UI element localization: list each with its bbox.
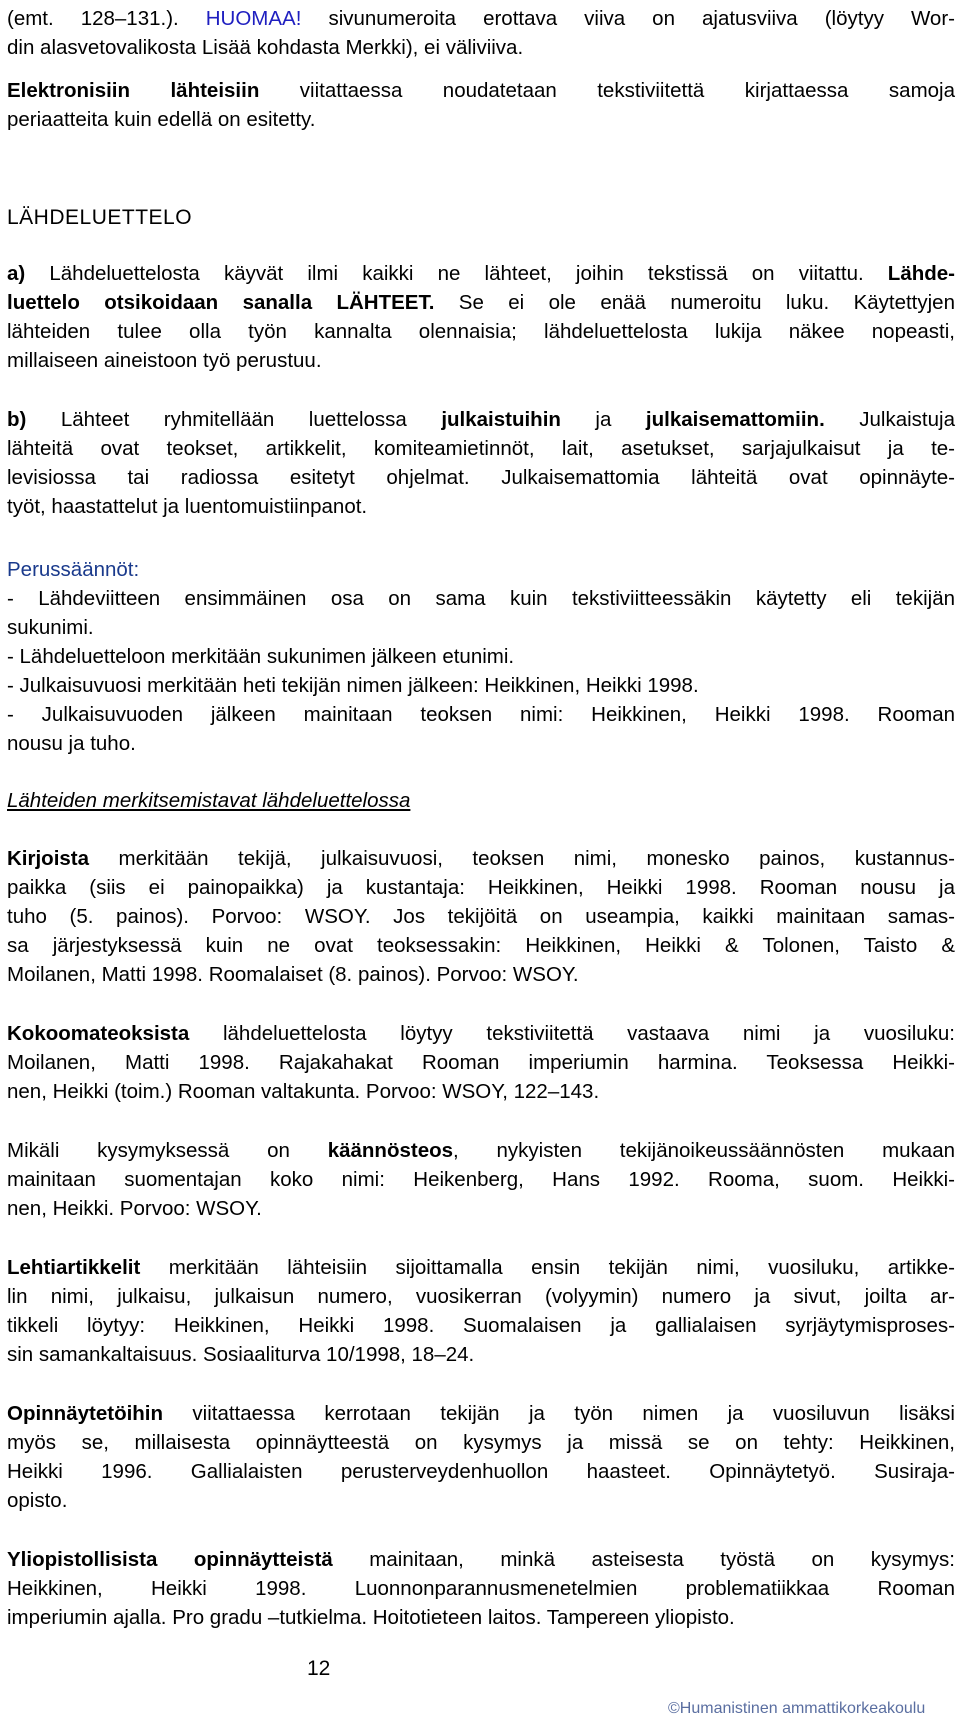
intro-text: sivunumeroita erottava viiva on ajatusviiva (löytyy Wor- bbox=[301, 7, 955, 30]
anthologies-term: Kokoomateoksista bbox=[7, 1022, 190, 1045]
translation-line-1 bbox=[7, 1136, 955, 1165]
section-a-bold: luettelo otsikoidaan sanalla LÄHTEET. bbox=[7, 291, 435, 314]
electronic-term: Elektronisiin lähteisiin bbox=[7, 79, 260, 102]
section-b-bold: julkaistuihin bbox=[441, 408, 561, 431]
translation-term: käännösteos bbox=[327, 1139, 454, 1162]
electronic-text: viitattaessa noudatetaan tekstiviitettä kirjattaessa samoja bbox=[259, 79, 955, 102]
section-b-line-4: työt, haastattelut ja luentomuistiinpanot. bbox=[7, 495, 368, 518]
books-line-1 bbox=[7, 844, 955, 873]
articles-line-1 bbox=[7, 1253, 955, 1282]
university-line-1 bbox=[7, 1545, 955, 1574]
electronic-line-1 bbox=[7, 76, 955, 105]
translation-text: , nykyisten tekijänoikeussäännösten mukaan bbox=[453, 1139, 955, 1162]
anthologies-text: lähdeluettelosta löytyy tekstiviitettä vastaava nimi ja vuosiluku: bbox=[189, 1022, 955, 1045]
subheading-text: Lähteiden merkitsemistavat lähdeluettelossa bbox=[7, 789, 411, 812]
rule-4-line-2: nousu ja tuho. bbox=[7, 732, 136, 755]
section-b-text: ja bbox=[560, 408, 646, 431]
rule-4-line-1: - Julkaisuvuoden jälkeen mainitaan teoksen nimi: Heikkinen, Heikki 1998. Rooman bbox=[7, 703, 955, 726]
articles-line-3: tikkeli löytyy: Heikkinen, Heikki 1998. Suomalaisen ja gallialaisen syrjäytymisproses- bbox=[7, 1314, 955, 1337]
electronic-line-2: periaatteita kuin edellä on esitetty. bbox=[7, 108, 316, 131]
university-term: Yliopistollisista opinnäytteistä bbox=[7, 1548, 333, 1571]
section-b-line-2: lähteitä ovat teokset, artikkelit, komiteamietinnöt, lait, asetukset, sarjajulkaisut ja te- bbox=[7, 437, 955, 460]
theses-term: Opinnäytetöihin bbox=[7, 1402, 164, 1425]
section-a-paragraph bbox=[7, 259, 955, 375]
intro-line-1 bbox=[7, 4, 955, 33]
footer-copyright: ©Humanistinen ammattikorkeakoulu bbox=[668, 1700, 926, 1717]
books-text: merkitään tekijä, julkaisuvuosi, teoksen nimi, monesko painos, kustannus- bbox=[89, 847, 955, 870]
university-line-3: imperiumin ajalla. Pro gradu –tutkielma. Hoitotieteen laitos. Tampereen yliopisto. bbox=[7, 1606, 735, 1629]
theses-line-2: myös se, millaisesta opinnäytteestä on kysymys ja missä se on tehty: Heikkinen, bbox=[7, 1431, 955, 1454]
section-b-text: Lähteet ryhmitellään luettelossa bbox=[26, 408, 442, 431]
university-text: mainitaan, minkä asteisesta työstä on kysymys: bbox=[332, 1548, 955, 1571]
theses-paragraph bbox=[7, 1399, 955, 1515]
rule-1-line-1: - Lähdeviitteen ensimmäinen osa on sama kuin tekstiviitteessäkin käytetty eli tekijän bbox=[7, 587, 955, 610]
translation-line-2: mainitaan suomentajan koko nimi: Heikenberg, Hans 1992. Rooma, suom. Heikki- bbox=[7, 1168, 955, 1191]
section-a-bold: Lähde- bbox=[887, 262, 955, 285]
intro-text: (emt. 128–131.). bbox=[7, 7, 206, 30]
section-a-line-4: millaiseen aineistoon työ perustuu. bbox=[7, 349, 322, 372]
university-line-2: Heikkinen, Heikki 1998. Luonnonparannusmenetelmien problematiikkaa Rooman bbox=[7, 1577, 955, 1600]
intro-line-2: din alasvetovalikosta Lisää kohdasta Merkki), ei väliviiva. bbox=[7, 36, 524, 59]
books-line-3: tuho (5. painos). Porvoo: WSOY. Jos tekijöitä on useampia, kaikki mainitaan samas- bbox=[7, 905, 955, 928]
rule-2: - Lähdeluetteloon merkitään sukunimen jälkeen etunimi. bbox=[7, 645, 515, 668]
heading-text: LÄHDELUETTELO bbox=[7, 206, 193, 229]
articles-text: merkitään lähteisiin sijoittamalla ensin tekijän nimi, vuosiluku, artikke- bbox=[140, 1256, 955, 1279]
anthologies-paragraph bbox=[7, 1019, 955, 1106]
intro-paragraph bbox=[7, 4, 955, 62]
rules-title: Perussäännöt: bbox=[7, 558, 140, 581]
section-a-text: Se ei ole enää numeroitu luku. Käytettyjen bbox=[434, 291, 955, 314]
theses-line-1 bbox=[7, 1399, 955, 1428]
section-a-line-3: lähteiden tulee olla työn kannalta olennaisia; lähdeluettelosta lukija näkee nopeasti, bbox=[7, 320, 955, 343]
subheading bbox=[7, 786, 955, 815]
books-paragraph bbox=[7, 844, 955, 989]
translation-text: Mikäli kysymyksessä on bbox=[7, 1139, 328, 1162]
books-line-2: paikka (siis ei painopaikka) ja kustantaja: Heikkinen, Heikki 1998. Rooman nousu ja bbox=[7, 876, 955, 899]
anthologies-line-3: nen, Heikki (toim.) Rooman valtakunta. Porvoo: WSOY, 122–143. bbox=[7, 1080, 600, 1103]
section-b-text: Julkaistuja bbox=[824, 408, 955, 431]
section-a-label: a) bbox=[7, 262, 26, 285]
note-highlight: HUOMAA! bbox=[205, 7, 302, 30]
rule-1-line-2: sukunimi. bbox=[7, 616, 94, 639]
translation-paragraph bbox=[7, 1136, 955, 1223]
page-number: 12 bbox=[307, 1657, 331, 1680]
theses-line-3: Heikki 1996. Gallialaisten perusterveydenhuollon haasteet. Opinnäytetyö. Susiraja- bbox=[7, 1460, 955, 1483]
books-term: Kirjoista bbox=[7, 847, 90, 870]
anthologies-line-2: Moilanen, Matti 1998. Rajakahakat Rooman imperiumin harmina. Teoksessa Heikki- bbox=[7, 1051, 955, 1074]
rules-paragraph bbox=[7, 555, 955, 758]
section-b-paragraph bbox=[7, 405, 955, 521]
articles-line-4: sin samankaltaisuus. Sosiaaliturva 10/1998, 18–24. bbox=[7, 1343, 475, 1366]
anthologies-line-1 bbox=[7, 1019, 955, 1048]
electronic-sources-paragraph bbox=[7, 76, 955, 134]
translation-line-3: nen, Heikki. Porvoo: WSOY. bbox=[7, 1197, 262, 1220]
books-line-5: Moilanen, Matti 1998. Roomalaiset (8. painos). Porvoo: WSOY. bbox=[7, 963, 579, 986]
articles-paragraph bbox=[7, 1253, 955, 1369]
section-a-line-2 bbox=[7, 288, 955, 317]
section-a-line-1 bbox=[7, 259, 955, 288]
books-line-4: sa järjestyksessä kuin ne ovat teoksessakin: Heikkinen, Heikki & Tolonen, Taisto & bbox=[7, 934, 955, 957]
theses-text: viitattaessa kerrotaan tekijän ja työn nimen ja vuosiluvun lisäksi bbox=[163, 1402, 955, 1425]
section-a-text: Lähdeluettelosta käyvät ilmi kaikki ne lähteet, joihin tekstissä on viitattu. bbox=[25, 262, 888, 285]
section-b-line-3: levisiossa tai radiossa esitetyt ohjelmat. Julkaisemattomia lähteitä ovat opinnäyte- bbox=[7, 466, 955, 489]
theses-line-4: opisto. bbox=[7, 1489, 68, 1512]
section-b-line-1 bbox=[7, 405, 955, 434]
section-b-label: b) bbox=[7, 408, 27, 431]
section-b-bold: julkaisemattomiin. bbox=[645, 408, 825, 431]
articles-term: Lehtiartikkelit bbox=[7, 1256, 141, 1279]
section-heading bbox=[7, 203, 955, 232]
university-paragraph bbox=[7, 1545, 955, 1632]
rule-3: - Julkaisuvuosi merkitään heti tekijän nimen jälkeen: Heikkinen, Heikki 1998. bbox=[7, 674, 699, 697]
articles-line-2: lin nimi, julkaisu, julkaisun numero, vuosikerran (volyymin) numero ja sivut, joilta ar- bbox=[7, 1285, 955, 1308]
